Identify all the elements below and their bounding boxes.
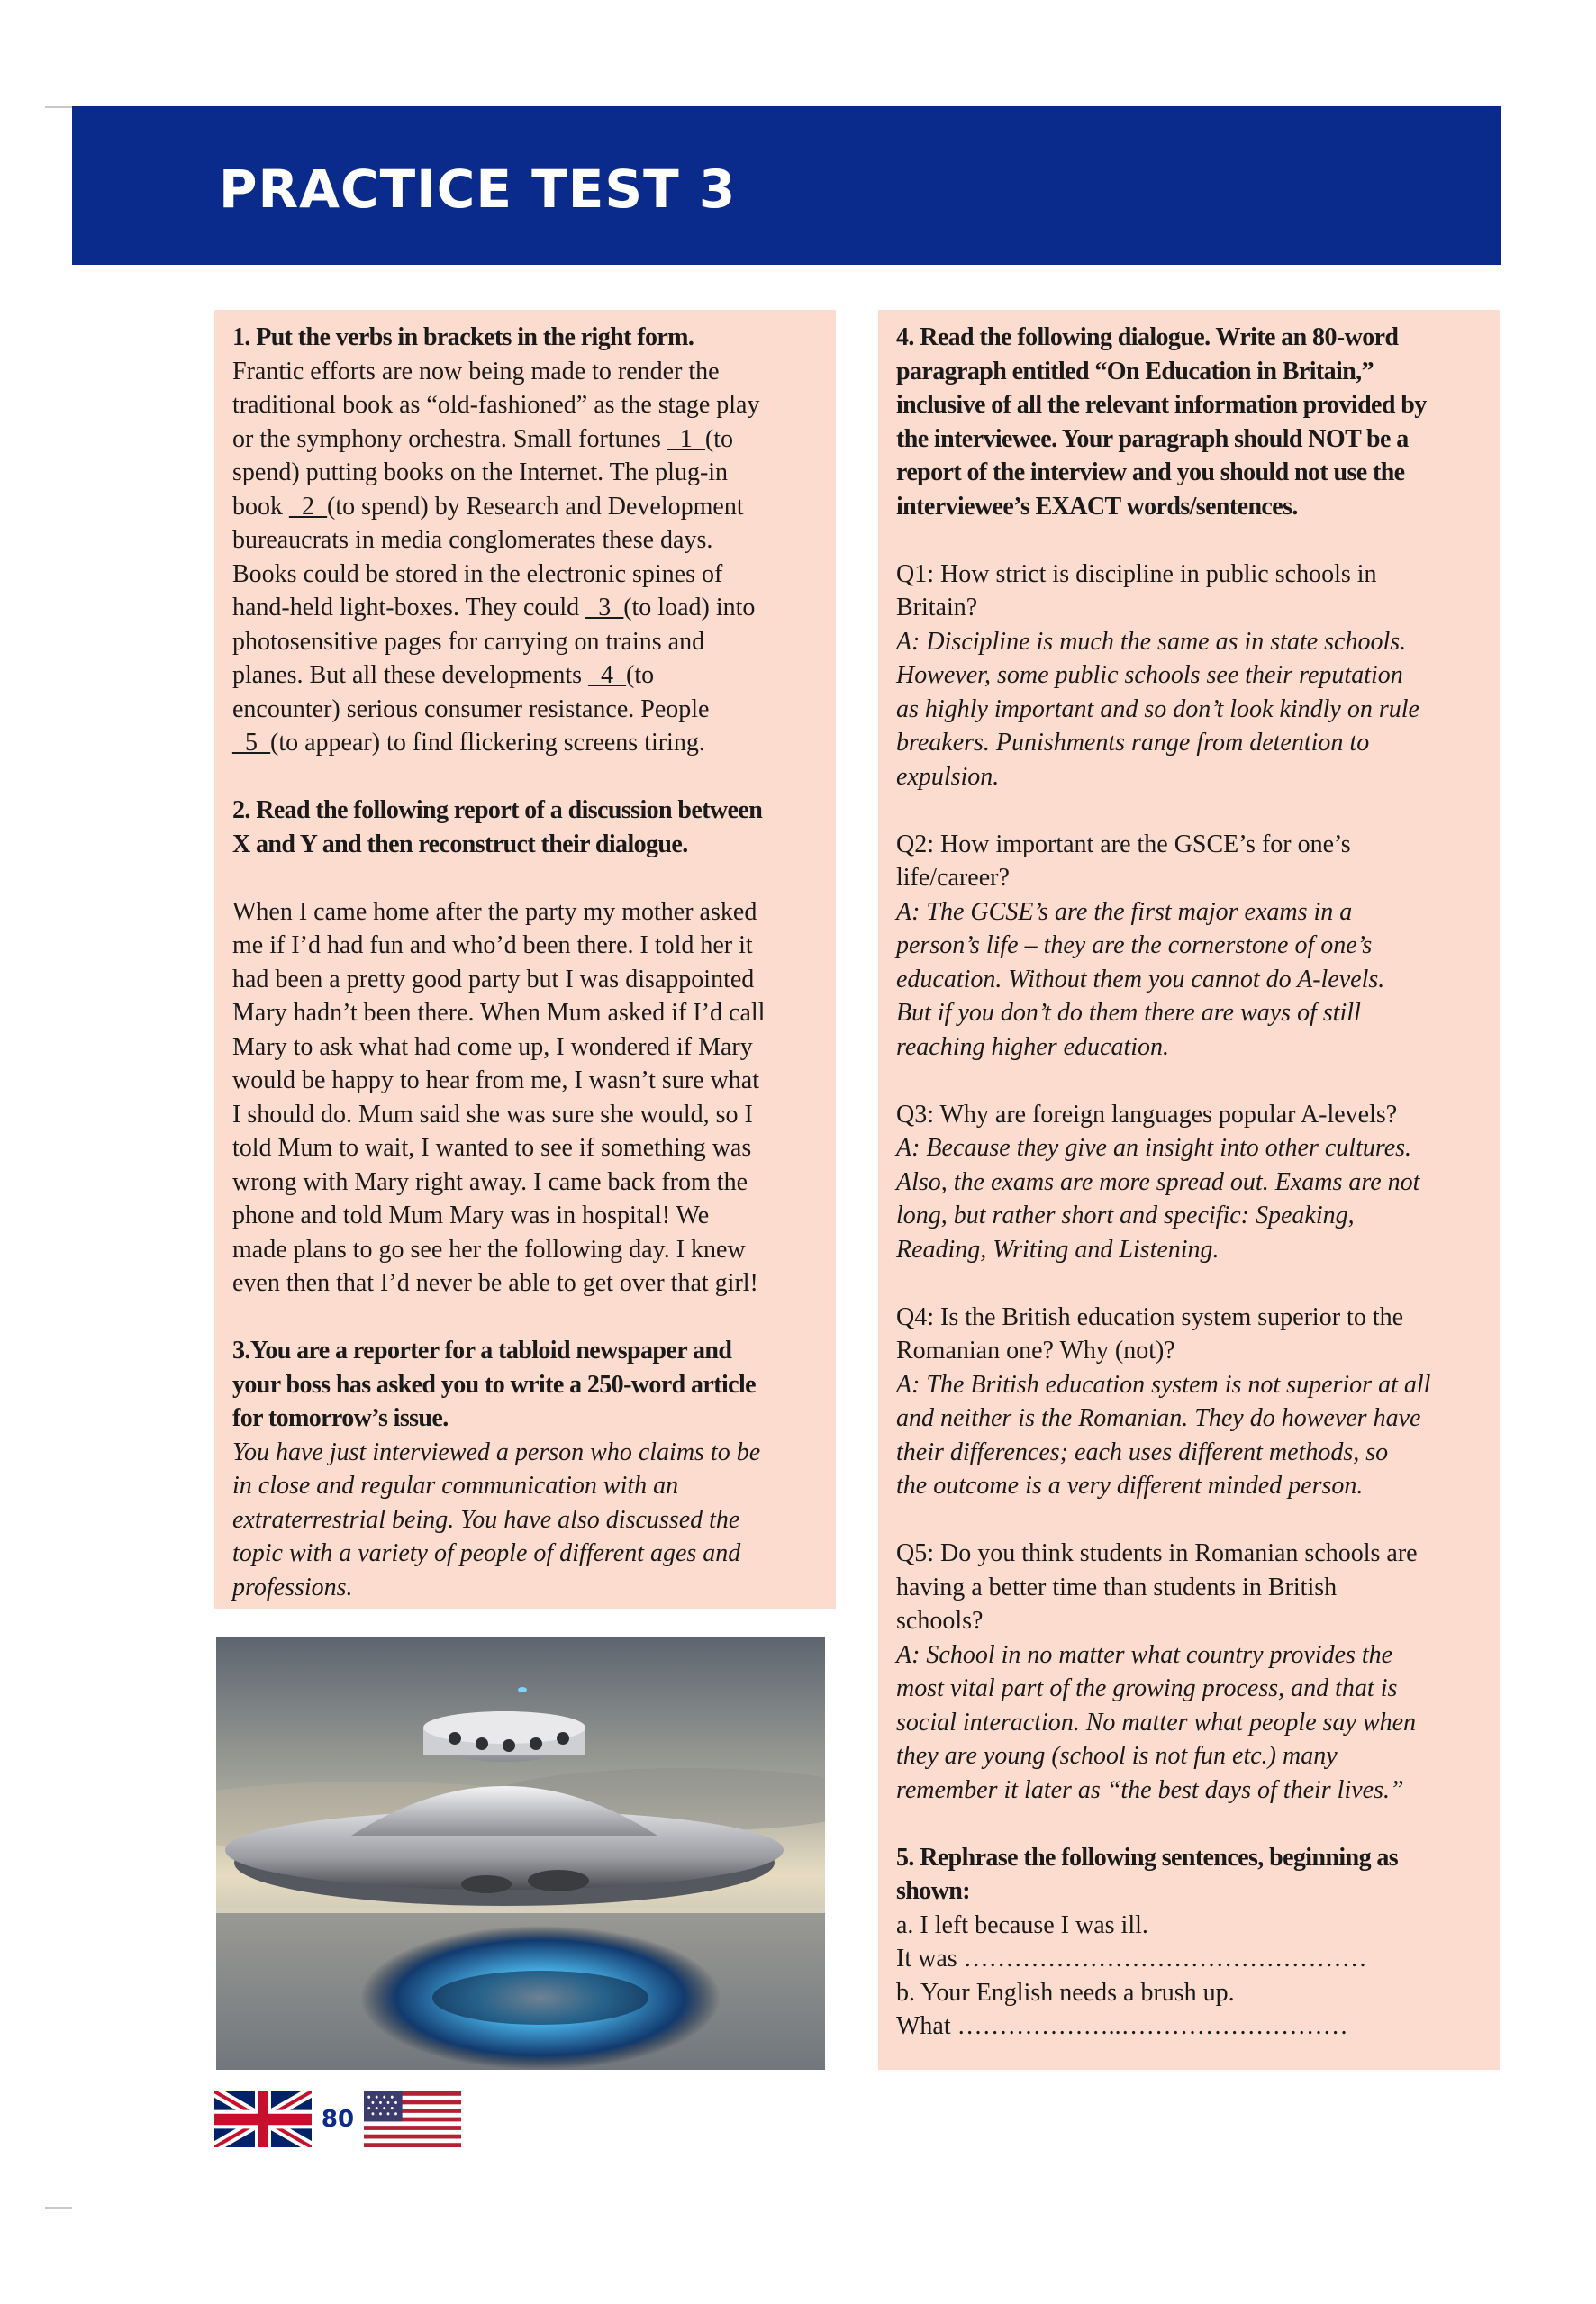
answer-line: expulsion. bbox=[896, 762, 1000, 791]
gap-5: _5_ bbox=[232, 729, 270, 757]
text-fragment: hand-held light-boxes. They could bbox=[232, 594, 586, 621]
exercise-5-heading: shown: bbox=[896, 1877, 970, 1905]
exercise-2 bbox=[232, 794, 818, 1301]
answer-line: breakers. Punishments range from detention to bbox=[896, 729, 1370, 757]
exercise-4-heading: paragraph entitled “On Education in Britain,” bbox=[896, 357, 1374, 386]
gap-3: _3_ bbox=[585, 594, 624, 621]
exercise-3-heading: for tomorrow’s issue. bbox=[232, 1404, 449, 1432]
gap-1: _1_ bbox=[667, 424, 705, 453]
exercise-4 bbox=[896, 321, 1482, 1807]
answer-line: long, but rather short and specific: Speaking, bbox=[896, 1202, 1355, 1229]
text-fragment: (to spend) by Research and Development bbox=[327, 492, 744, 521]
us-flag-icon bbox=[364, 2091, 461, 2147]
text-line: You have just interviewed a person who claims to be bbox=[232, 1438, 761, 1466]
rephrase-start-a: It was ………………………………………… bbox=[896, 1945, 1367, 1973]
spacer bbox=[896, 523, 1482, 558]
text-line: made plans to go see her the following day. I knew bbox=[232, 1235, 746, 1264]
exercise-3-heading: 3.You are a reporter for a tabloid newspaper and bbox=[232, 1337, 732, 1365]
right-exercise-box bbox=[878, 310, 1500, 2070]
answer-line: A: Because they give an insight into other cultures. bbox=[896, 1134, 1412, 1162]
question-line: Britain? bbox=[896, 594, 978, 621]
question-line: having a better time than students in British bbox=[896, 1573, 1338, 1601]
spacer bbox=[232, 760, 818, 794]
text-line bbox=[232, 422, 818, 457]
answer-line: However, some public schools see their reputation bbox=[896, 661, 1403, 689]
answer-line: the outcome is a very different minded person. bbox=[896, 1472, 1364, 1500]
page-number: 80 bbox=[312, 2091, 364, 2147]
answer-line: Also, the exams are more spread out. Exams are not bbox=[896, 1167, 1420, 1196]
spacer bbox=[896, 1807, 1482, 1841]
text-line: topic with a variety of people of different ages and bbox=[232, 1539, 741, 1567]
spacer bbox=[232, 1301, 818, 1335]
spacer bbox=[896, 1064, 1482, 1098]
exercise-2-heading: 2. Read the following report of a discussion between bbox=[232, 796, 763, 824]
text-line: Mary hadn’t been there. When Mum asked if I’d call bbox=[232, 999, 766, 1027]
exercise-5 bbox=[896, 1841, 1482, 2044]
text-line bbox=[232, 591, 818, 625]
exercise-4-heading: inclusive of all the relevant information provided by bbox=[896, 391, 1427, 419]
question-line: Q5: Do you think students in Romanian schools are bbox=[896, 1539, 1418, 1567]
exercise-5-heading: 5. Rephrase the following sentences, beginning as bbox=[896, 1843, 1399, 1872]
answer-line: and neither is the Romanian. They do however have bbox=[896, 1404, 1421, 1432]
exercise-4-heading: report of the interview and you should not use the bbox=[896, 458, 1405, 486]
exercise-3-heading: your boss has asked you to write a 250-word article bbox=[232, 1370, 756, 1399]
ufo-picture bbox=[216, 1637, 825, 2070]
text-line: Mary to ask what had come up, I wondered if Mary bbox=[232, 1032, 753, 1061]
crop-mark-bottom bbox=[45, 2207, 72, 2209]
text-line: phone and told Mum Mary was in hospital! We bbox=[232, 1202, 710, 1229]
answer-line: education. Without them you cannot do A-levels. bbox=[896, 965, 1385, 993]
text-fragment: or the symphony orchestra. Small fortunes bbox=[232, 424, 667, 453]
exercise-3 bbox=[232, 1334, 818, 1604]
answer-line: A: School in no matter what country provides the bbox=[896, 1640, 1393, 1669]
text-line: wrong with Mary right away. I came back from the bbox=[232, 1167, 748, 1196]
spacer bbox=[896, 794, 1482, 828]
text-line: Books could be stored in the electronic spines of bbox=[232, 559, 723, 588]
answer-line: A: The British education system is not superior at all bbox=[896, 1370, 1431, 1399]
exercise-1 bbox=[232, 321, 818, 760]
text-line: photosensitive pages for carrying on trains and bbox=[232, 627, 705, 656]
uk-flag-icon bbox=[214, 2091, 312, 2147]
text-line: extraterrestrial being. You have also discussed the bbox=[232, 1505, 740, 1534]
question-line: life/career? bbox=[896, 864, 1010, 892]
text-line: When I came home after the party my mother asked bbox=[232, 897, 757, 926]
text-line bbox=[232, 726, 818, 760]
gap-4: _4_ bbox=[588, 661, 627, 689]
answer-line: most vital part of the growing process, and that is bbox=[896, 1674, 1398, 1702]
left-exercise-box bbox=[214, 310, 836, 1609]
answer-line: social interaction. No matter what people say when bbox=[896, 1708, 1417, 1737]
spacer bbox=[896, 1503, 1482, 1538]
rephrase-sentence-a: a. I left because I was ill. bbox=[896, 1910, 1148, 1939]
spacer bbox=[896, 1266, 1482, 1301]
text-line: Frantic efforts are now being made to render the bbox=[232, 357, 720, 386]
answer-line: their differences; each uses different methods, so bbox=[896, 1438, 1389, 1466]
exercise-4-heading: the interviewee. Your paragraph should NOT be a bbox=[896, 424, 1409, 453]
page-number-badge bbox=[214, 2091, 461, 2147]
text-line: me if I’d had fun and who’d been there. I told her it bbox=[232, 931, 753, 959]
answer-line: Reading, Writing and Listening. bbox=[896, 1235, 1220, 1264]
rephrase-start-b: What ………………..……………………… bbox=[896, 2012, 1348, 2040]
question-line: Q4: Is the British education system superior to the bbox=[896, 1302, 1404, 1331]
crop-mark-top bbox=[45, 106, 72, 108]
text-fragment: (to bbox=[626, 661, 655, 689]
answer-line: A: Discipline is much the same as in state schools. bbox=[896, 627, 1407, 656]
text-line: traditional book as “old-fashioned” as the stage play bbox=[232, 391, 760, 419]
question-line: Romanian one? Why (not)? bbox=[896, 1337, 1175, 1365]
exercise-2-heading: X and Y and then reconstruct their dialogue. bbox=[232, 830, 688, 858]
answer-line: But if you don’t do them there are ways of still bbox=[896, 999, 1361, 1027]
text-line: even then that I’d never be able to get over that girl! bbox=[232, 1269, 758, 1297]
question-line: schools? bbox=[896, 1607, 984, 1635]
page-title: PRACTICE TEST 3 bbox=[219, 159, 737, 220]
answer-line: they are young (school is not fun etc.) many bbox=[896, 1742, 1338, 1770]
rephrase-sentence-b: b. Your English needs a brush up. bbox=[896, 1978, 1235, 2007]
text-fragment: book bbox=[232, 492, 289, 521]
question-line: Q2: How important are the GSCE’s for one’s bbox=[896, 830, 1351, 858]
question-line: Q3: Why are foreign languages popular A-levels? bbox=[896, 1100, 1398, 1129]
text-line: professions. bbox=[232, 1573, 353, 1601]
answer-line: person’s life – they are the cornerstone of one’s bbox=[896, 931, 1373, 959]
text-fragment: (to bbox=[704, 424, 734, 453]
text-line: told Mum to wait, I wanted to see if something was bbox=[232, 1134, 752, 1162]
text-fragment: planes. But all these developments bbox=[232, 661, 589, 689]
text-line bbox=[232, 490, 818, 524]
text-line: in close and regular communication with an bbox=[232, 1472, 679, 1500]
text-line: I should do. Mum said she was sure she would, so I bbox=[232, 1100, 753, 1129]
header-band bbox=[72, 106, 1501, 265]
exercise-4-heading: interviewee’s EXACT words/sentences. bbox=[896, 492, 1298, 521]
text-fragment: (to appear) to find flickering screens tiring. bbox=[270, 729, 705, 757]
text-line: had been a pretty good party but I was disappointed bbox=[232, 965, 755, 993]
answer-line: remember it later as “the best days of their lives.” bbox=[896, 1775, 1404, 1804]
spacer bbox=[232, 861, 818, 895]
text-line: would be happy to hear from me, I wasn’t sure what bbox=[232, 1066, 759, 1094]
text-line: bureaucrats in media conglomerates these days. bbox=[232, 526, 713, 554]
gap-2: _2_ bbox=[289, 492, 327, 521]
exercise-4-heading: 4. Read the following dialogue. Write an 80-word bbox=[896, 323, 1399, 351]
exercise-1-heading: 1. Put the verbs in brackets in the right form. bbox=[232, 323, 694, 351]
answer-line: reaching higher education. bbox=[896, 1032, 1170, 1061]
text-line bbox=[232, 658, 818, 693]
answer-line: as highly important and so don’t look kindly on rule bbox=[896, 694, 1419, 723]
text-line: spend) putting books on the Internet. The plug-in bbox=[232, 458, 729, 486]
ufo-illustration bbox=[216, 1637, 825, 2070]
question-line: Q1: How strict is discipline in public schools in bbox=[896, 559, 1377, 588]
text-fragment: (to load) into bbox=[623, 594, 756, 621]
answer-line: A: The GCSE’s are the first major exams in a bbox=[896, 897, 1353, 926]
text-line: encounter) serious consumer resistance. People bbox=[232, 694, 710, 723]
